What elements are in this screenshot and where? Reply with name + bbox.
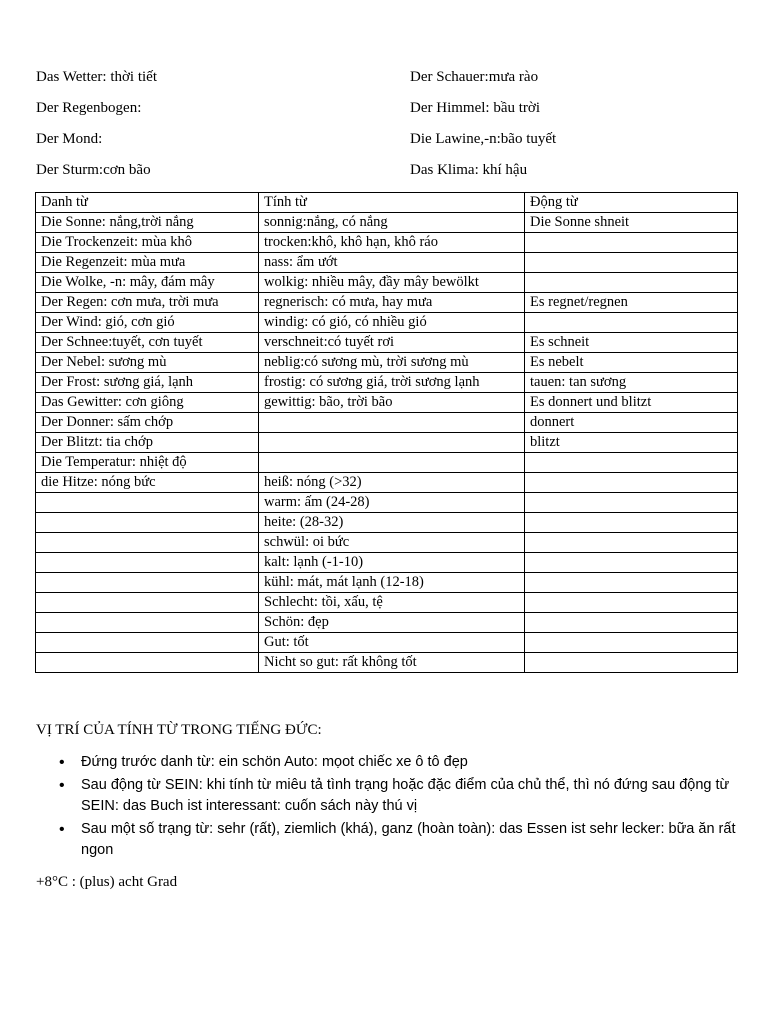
table-row	[36, 273, 738, 293]
adjective-cell: Gut: tốt	[259, 633, 525, 653]
table-row	[36, 393, 738, 413]
adjective-cell: Schlecht: tồi, xấu, tệ	[259, 593, 525, 613]
table-row	[36, 473, 738, 493]
adjective-cell: nass: ẩm ướt	[259, 253, 525, 273]
table-row	[36, 333, 738, 353]
verb-cell: blitzt	[525, 433, 738, 453]
verb-cell	[525, 313, 738, 333]
verb-cell	[525, 453, 738, 473]
adjective-cell: heiß: nóng (>32)	[259, 473, 525, 493]
adjective-cell: warm: ấm (24-28)	[259, 493, 525, 513]
verb-cell	[525, 653, 738, 673]
header-noun: Danh từ	[36, 193, 259, 213]
table-row	[36, 413, 738, 433]
noun-cell	[36, 513, 259, 533]
noun-cell	[36, 613, 259, 633]
adjective-cell: kühl: mát, mát lạnh (12-18)	[259, 573, 525, 593]
header-verb: Động từ	[525, 193, 738, 213]
adjective-cell: sonnig:nắng, có nắng	[259, 213, 525, 233]
noun-cell	[36, 493, 259, 513]
noun-cell: die Hitze: nóng bức	[36, 473, 259, 493]
adjective-cell: verschneit:có tuyết rơi	[259, 333, 525, 353]
vocabulary-table	[35, 192, 738, 673]
table-row	[36, 353, 738, 373]
adjective-cell: Nicht so gut: rất không tốt	[259, 653, 525, 673]
vocab-item: Der Sturm:cơn bão	[36, 162, 151, 178]
table-row	[36, 313, 738, 333]
table-row	[36, 553, 738, 573]
list-item: • Đứng trước danh từ: ein schön Auto: mọot chiếc xe ô tô đẹp	[81, 752, 742, 774]
verb-cell	[525, 493, 738, 513]
table-row	[36, 453, 738, 473]
verb-cell	[525, 513, 738, 533]
adjective-cell	[259, 453, 525, 473]
adjective-cell: trocken:khô, khô hạn, khô ráo	[259, 233, 525, 253]
verb-cell	[525, 233, 738, 253]
verb-cell: Es donnert und blitzt	[525, 393, 738, 413]
adjective-cell: wolkig: nhiều mây, đầy mây bewölkt	[259, 273, 525, 293]
noun-cell	[36, 653, 259, 673]
table-row	[36, 613, 738, 633]
vocab-item: Der Schauer:mưa rào	[410, 69, 539, 85]
table-row	[36, 573, 738, 593]
temperature-note: +8°C : (plus) acht Grad	[36, 874, 178, 890]
table-row	[36, 373, 738, 393]
table-row	[36, 633, 738, 653]
adjective-cell: neblig:có sương mù, trời sương mù	[259, 353, 525, 373]
noun-cell: Die Trockenzeit: mùa khô	[36, 233, 259, 253]
noun-cell: Die Wolke, -n: mây, đám mây	[36, 273, 259, 293]
adjective-cell: Schön: đẹp	[259, 613, 525, 633]
vocab-item: Der Himmel: bầu trời	[410, 100, 540, 116]
table-row	[36, 213, 738, 233]
list-item: • Sau một số trạng từ: sehr (rất), ziemlich (khá), ganz (hoàn toàn): das Essen ist sehr lecker: bữa ăn rất ngon	[81, 819, 742, 862]
noun-cell: Der Regen: cơn mưa, trời mưa	[36, 293, 259, 313]
noun-cell: Der Donner: sấm chớp	[36, 413, 259, 433]
section-title: VỊ TRÍ CỦA TÍNH TỪ TRONG TIẾNG ĐỨC:	[36, 722, 322, 738]
noun-cell: Der Wind: gió, cơn gió	[36, 313, 259, 333]
adjective-cell: frostig: có sương giá, trời sương lạnh	[259, 373, 525, 393]
noun-cell: Der Frost: sương giá, lạnh	[36, 373, 259, 393]
adjective-cell: heite: (28-32)	[259, 513, 525, 533]
verb-cell	[525, 613, 738, 633]
table-row	[36, 493, 738, 513]
verb-cell	[525, 533, 738, 553]
vocab-item: Die Lawine,-n:bão tuyết	[410, 131, 557, 147]
noun-cell: Die Regenzeit: mùa mưa	[36, 253, 259, 273]
table-row	[36, 233, 738, 253]
verb-cell: donnert	[525, 413, 738, 433]
verb-cell: Es nebelt	[525, 353, 738, 373]
verb-cell	[525, 633, 738, 653]
noun-cell: Der Blitzt: tia chớp	[36, 433, 259, 453]
noun-cell	[36, 593, 259, 613]
adjective-cell: regnerisch: có mưa, hay mưa	[259, 293, 525, 313]
table-row	[36, 253, 738, 273]
vocab-list	[36, 66, 736, 190]
adjective-cell	[259, 413, 525, 433]
adjective-cell: windig: có gió, có nhiều gió	[259, 313, 525, 333]
table-row	[36, 513, 738, 533]
table-row	[36, 433, 738, 453]
verb-cell	[525, 253, 738, 273]
noun-cell	[36, 553, 259, 573]
table-row	[36, 653, 738, 673]
adjective-cell: schwül: oi bức	[259, 533, 525, 553]
table-row	[36, 293, 738, 313]
noun-cell: Der Schnee:tuyết, cơn tuyết	[36, 333, 259, 353]
table-body	[36, 213, 738, 673]
vocab-item: Das Klima: khí hậu	[410, 162, 528, 178]
adjective-cell: gewittig: bão, trời bão	[259, 393, 525, 413]
verb-cell	[525, 573, 738, 593]
noun-cell: Das Gewitter: cơn giông	[36, 393, 259, 413]
verb-cell: tauen: tan sương	[525, 373, 738, 393]
vocab-item: Das Wetter: thời tiết	[36, 69, 158, 85]
verb-cell: Die Sonne shneit	[525, 213, 738, 233]
table-header-row	[36, 193, 738, 213]
bullet-list	[36, 752, 742, 863]
noun-cell: Die Sonne: nắng,trời nắng	[36, 213, 259, 233]
verb-cell	[525, 473, 738, 493]
verb-cell	[525, 593, 738, 613]
noun-cell: Die Temperatur: nhiệt độ	[36, 453, 259, 473]
noun-cell: Der Nebel: sương mù	[36, 353, 259, 373]
noun-cell	[36, 573, 259, 593]
vocab-item: Der Mond:	[36, 131, 103, 147]
vocab-item: Der Regenbogen:	[36, 100, 142, 116]
verb-cell: Es regnet/regnen	[525, 293, 738, 313]
noun-cell	[36, 533, 259, 553]
adjective-cell	[259, 433, 525, 453]
table-row	[36, 593, 738, 613]
noun-cell	[36, 633, 259, 653]
verb-cell: Es schneit	[525, 333, 738, 353]
header-adjective: Tính từ	[259, 193, 525, 213]
verb-cell	[525, 553, 738, 573]
adjective-cell: kalt: lạnh (-1-10)	[259, 553, 525, 573]
list-item: • Sau động từ SEIN: khi tính từ miêu tả tình trạng hoặc đặc điểm của chủ thể, thì nó đứng sau động từ SEIN: das Buch ist interessant: cuốn sách này thú vị	[81, 775, 742, 818]
table-row	[36, 533, 738, 553]
verb-cell	[525, 273, 738, 293]
